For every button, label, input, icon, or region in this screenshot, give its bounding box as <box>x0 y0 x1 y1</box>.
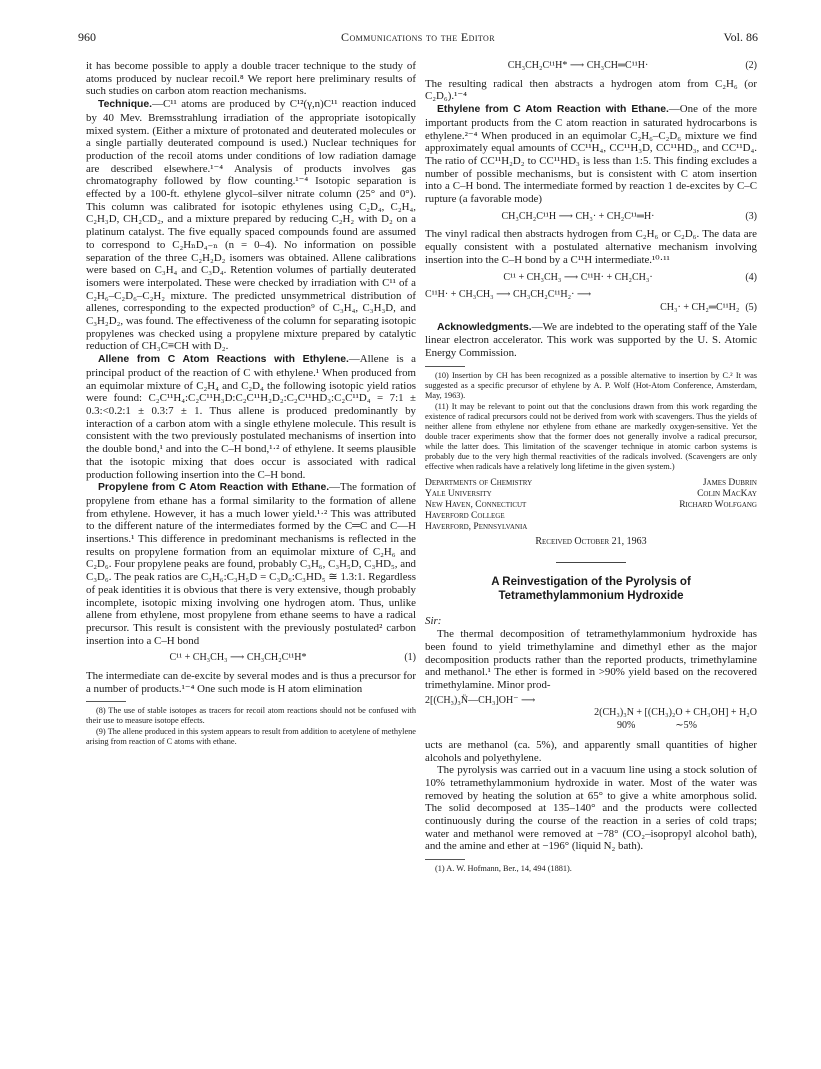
article-title <box>425 575 757 603</box>
salutation: Sir: <box>425 615 442 628</box>
affiliation-line: Departments of Chemistry <box>425 477 533 488</box>
page-number: 960 <box>78 30 96 44</box>
footnotes-left <box>86 706 416 747</box>
affiliation-block <box>425 478 757 533</box>
acknowledgments-text: —We are indebted to the operating staff of the Yale linear electron accelerator. This work was supported by the U. S. Atomic Energy Commission. <box>425 320 757 360</box>
equation-2-number: (2) <box>745 60 757 71</box>
ethylene-heading: Ethylene from C Atom Reaction with Ethane. <box>437 104 669 116</box>
after-eq3-paragraph: The vinyl radical then abstracts hydrogen from C₂H₆ or C₂D₆. The data are equally consistent with a postulated alternative mechanism involving insertion into the C–H bond by a C¹¹H intermediate.¹⁰·¹¹ <box>425 228 757 266</box>
technique-paragraph <box>86 98 416 353</box>
intro-paragraph: it has become possible to apply a double tracer technique to the study of atoms produced by nuclear recoil.⁸ We report here preliminary results of such studies on carbon atom reaction mechanisms. <box>86 60 416 98</box>
propylene-heading: Propylene from C Atom Reaction with Ethane. <box>98 482 330 494</box>
equation-6-line-2: 2(CH₃)₃N + [(CH₃)₂O + CH₃OH] + H₂O <box>594 707 757 719</box>
footnote-rule-right <box>425 366 465 367</box>
equation-5-number: (5) <box>745 301 757 313</box>
article-title-line-1: A Reinvestigation of the Pyrolysis of <box>491 576 691 589</box>
after-eq2-paragraph: The resulting radical then abstracts a hydrogen atom from C₂H₆ (or C₂D₆).¹⁻⁴ <box>425 77 757 103</box>
affiliation-line: New Haven, Connecticut <box>425 499 527 510</box>
propylene-paragraph <box>86 481 416 647</box>
equation-3 <box>425 211 757 224</box>
acknowledgments-paragraph <box>425 321 757 360</box>
propylene-text: —The formation of propylene from ethane has a formal similarity to the formation of allene from ethylene. However, it has a much lower yield.¹·² This was attributed to the different nature of the intermediates formed by the C═C and C—H insertions.¹ This difference in predominant mechanisms is reflected in the results on propylene formation from an equimolar mixture of C₂H₆ and C₂D₆. Four propylene peaks are found, probably C₃H₆, C₃H₅D, C₃HD₅, and C₃D₆. The peak ratios are C₃H₆:C₃H₅D = C₃D₆:C₃HD₅ ≅ 1.3:1. Regardless of peak identities it is obvious that there is very extensive, though probably incomplete, isotopic mixing involving one hydrogen atom. Thus, unlike allene from ethylene, most propylene from ethane seems to have a radical precursor. This result is consistent with the previously postulated² carbon insertion into a C–H bond <box>86 481 416 647</box>
pyrolysis-paragraph-3: The pyrolysis was carried out in a vacuum line using a stock solution of 10% tetramethylammonium hydroxide in water. Most of the water was removed by heating the solution at 65° to give a white amorphous solid. The solid decomposed at 135–140° and the products were collected continuously during the course of the reaction in a series of cold traps; water and methanol were removed at −78° (CO₂–isopropyl alcohol bath), and the amine and ether at −196° (liquid N₂ bath). <box>425 764 757 853</box>
ethylene-text: —One of the more important products from the C atom reaction in saturated hydrocarbons is ethylene.²⁻⁴ When produced in an equimolar C₂H₆–C₂D₆ mixture we find approximately equal amounts of CC¹¹H₄, CC¹¹H₃D, CC¹¹HD₃, and CC¹¹D₄. The ratio of CC¹¹H₂D₂ to CC¹¹HD₃ is less than 1:5. This finding excludes a number of possible mechanisms, but is consistent with C atom insertion into a C–H bond. The intermediate formed by reaction 1 de-excites by C–C rupture (a favorable mode) <box>425 103 757 206</box>
equation-4-formula: C¹¹ + CH₃CH₃ ⟶ C¹¹H· + CH₂CH₃· <box>503 271 653 283</box>
pyrolysis-paragraph-1: The thermal decomposition of tetramethylammonium hydroxide has been found to yield trimethylamine and dimethyl ether as the major decomposition products rather than the reported products, trimethylamine and methanol.¹ The ether is formed in >90% yield based on the recovered trimethylamine. Minor prod- <box>425 628 757 691</box>
footnote-11: (11) It may be relevant to point out that the conclusions drawn from this work regarding the existence of radical precursors could not be derived from work with scavengers. Thus the yields of neither allene from ethylene nor ethylene from ethane are markedly oxygen-sensitive. Yet the double tracer experiments show that the former does not generally involve a radical precursor, while the latter does. This limitation of the scavenger technique in atomic carbon systems is probably due to the very high thermal reactivities of the radicals involved. (Scavengers are only effective when radicals have a relatively long lifetime in the given system.) <box>425 401 757 471</box>
equation-3-number: (3) <box>745 210 757 222</box>
received-date: Received October 21, 1963 <box>535 535 647 547</box>
equation-3-formula: CH₃CH₂C¹¹H ⟶ CH₃· + CH₂C¹¹═H· <box>501 210 655 222</box>
article-separator <box>556 562 626 563</box>
equation-2-formula: CH₃CH₂C¹¹H* ⟶ CH₃CH═C¹¹H· <box>507 60 649 71</box>
affiliation-line: Haverford, Pennsylvania <box>425 521 528 532</box>
equation-4-number: (4) <box>745 271 757 283</box>
equation-1-formula: C¹¹ + CH₃CH₃ ⟶ CH₃CH₂C¹¹H* <box>169 652 307 664</box>
equation-5-line-1: C¹¹H· + CH₃CH₃ ⟶ CH₃CH₂C¹¹H₂· ⟶ <box>425 289 592 301</box>
technique-text: —C¹¹ atoms are produced by C¹²(γ,n)C¹¹ reaction induced by 40 Mev. Bremsstrahlung irradiation of the appropriate isotopically mixed system. (Either a mixture of protonated and deuterated molecules or a single partially deuterated compound is used.) Nuclear techniques for production of the recoil atoms under conditions of low radiation damage are described elsewhere.¹⁻⁴ Analysis of products involves gas chromatography followed by flow counting.¹⁻⁴ Isotopic separation is effected by a 100-ft. ethylene glycol–silver nitrate column (25° and 0°). This column was calibrated for isotopic ethylenes using C₂D₄, C₂H₄, C₂H₃D, CH₂CD₂, and a mixture prepared by reducing C₂H₂ with D₂ on a platinum catalyst. The five equally spaced compounds found are assumed to correspond to C₂HₙD₄₋ₙ (n = 0–4). No information on possible separation of the three C₂H₂D₂ isomers was obtained. Allene calibrations were based on C₃H₄ and C₃D₄. Retention volumes of partially deuterated isomers were interpolated. These were checked by irradiation with C¹¹ of a C₂H₆–C₂D₆–C₂H₂ mixture. The predicted unsymmetrical distribution of allenes, corresponding to the expected production⁹ of C₃H₄, C₃H₃D, and C₃H₂D₂, was found. The effectiveness of the column for separating isotopic propylenes was checked using a propylene mixture prepared by catalytic reduction of CH₃C≡CH with D₂. <box>86 98 416 353</box>
equation-6-yields: 90% ∼5% <box>616 720 697 732</box>
author-name: James Dubrin <box>702 477 757 488</box>
footnote-rule-right-2 <box>425 859 465 860</box>
page-header <box>78 30 758 48</box>
authors <box>679 478 757 533</box>
footnote-9: (9) The allene produced in this system appears to result from addition to acetylene of methylene arising from reaction of C atoms with ethane. <box>86 727 416 747</box>
equation-6-line-1: 2[(CH₃)₃N̈—CH₃]OH⁻ ⟶ <box>425 694 536 706</box>
equation-5 <box>425 289 757 314</box>
ethylene-paragraph <box>425 103 757 206</box>
equation-2 <box>425 60 757 73</box>
affiliation-line: Haverford College <box>425 510 505 521</box>
footnote-8: (8) The use of stable isotopes as tracers for recoil atom reactions should not be confused with their use to measure isotope effects. <box>86 706 416 726</box>
allene-text: —Allene is a principal product of the reaction of C with ethylene.¹ When produced from an equimolar mixture of C₂H₄ and C₂D₄ the following isotopic yield ratios were found: C₂C¹¹H₄:C₂C¹¹H₃D:C₂C¹¹H₂D₂:C₂C¹¹HD₃:C₂C¹¹D₄ = 7:1 ± 0.3:<0.2:1 ± 0.3:7 ± 1. Thus allene is produced predominantly by interaction of a carbon atom with a single ethylene molecule. This result is consistent with the two previously postulated mechanisms of insertion into the double bond,¹ and into the C–H bond,¹·² of ethylene. It seems plausible that the isotopic mixing that does occur is associated with radical production following insertion into the C–H bond. <box>86 353 416 481</box>
acknowledgments-heading: Acknowledgments. <box>437 321 532 333</box>
author-name: Colin MacKay <box>697 488 757 499</box>
left-column <box>86 60 416 748</box>
allene-paragraph <box>86 353 416 481</box>
affiliations <box>425 478 532 533</box>
footnote-10: (10) Insertion by CH has been recognized as a possible alternative to insertion by C.² It was suggested as a specific precursor of ethylene by A. P. Wolf (Hot-Atom Conference, Amsterdam, May, 1963). <box>425 370 757 400</box>
equation-1-number: (1) <box>404 652 416 664</box>
journal-section-title: Communications to the Editor <box>341 30 495 44</box>
equation-1 <box>86 652 416 665</box>
footnotes-right-2 <box>425 864 757 874</box>
footnotes-right <box>425 371 757 472</box>
equation-5-line-2: CH₃· + CH₂═C¹¹H₂ <box>660 301 740 313</box>
equation-4 <box>425 272 757 285</box>
right-column <box>425 60 757 875</box>
after-eq1-paragraph: The intermediate can de-excite by several modes and is thus a precursor for a number of products.¹⁻⁴ One such mode is H atom elimination <box>86 670 416 695</box>
equation-6 <box>425 695 757 733</box>
pyrolysis-paragraph-2: ucts are methanol (ca. 5%), and apparently small quantities of higher alcohols and polyethylene. <box>425 738 757 764</box>
footnote-rule <box>86 701 126 702</box>
allene-heading: Allene from C Atom Reactions with Ethylene. <box>98 354 349 366</box>
author-name: Richard Wolfgang <box>679 499 757 510</box>
footnote-1: (1) A. W. Hofmann, Ber., 14, 494 (1881). <box>435 864 572 874</box>
affiliation-line: Yale University <box>425 488 492 499</box>
technique-heading: Technique. <box>98 99 153 111</box>
article-title-line-2: Tetramethylammonium Hydroxide <box>498 590 684 603</box>
volume-label: Vol. 86 <box>723 30 758 44</box>
